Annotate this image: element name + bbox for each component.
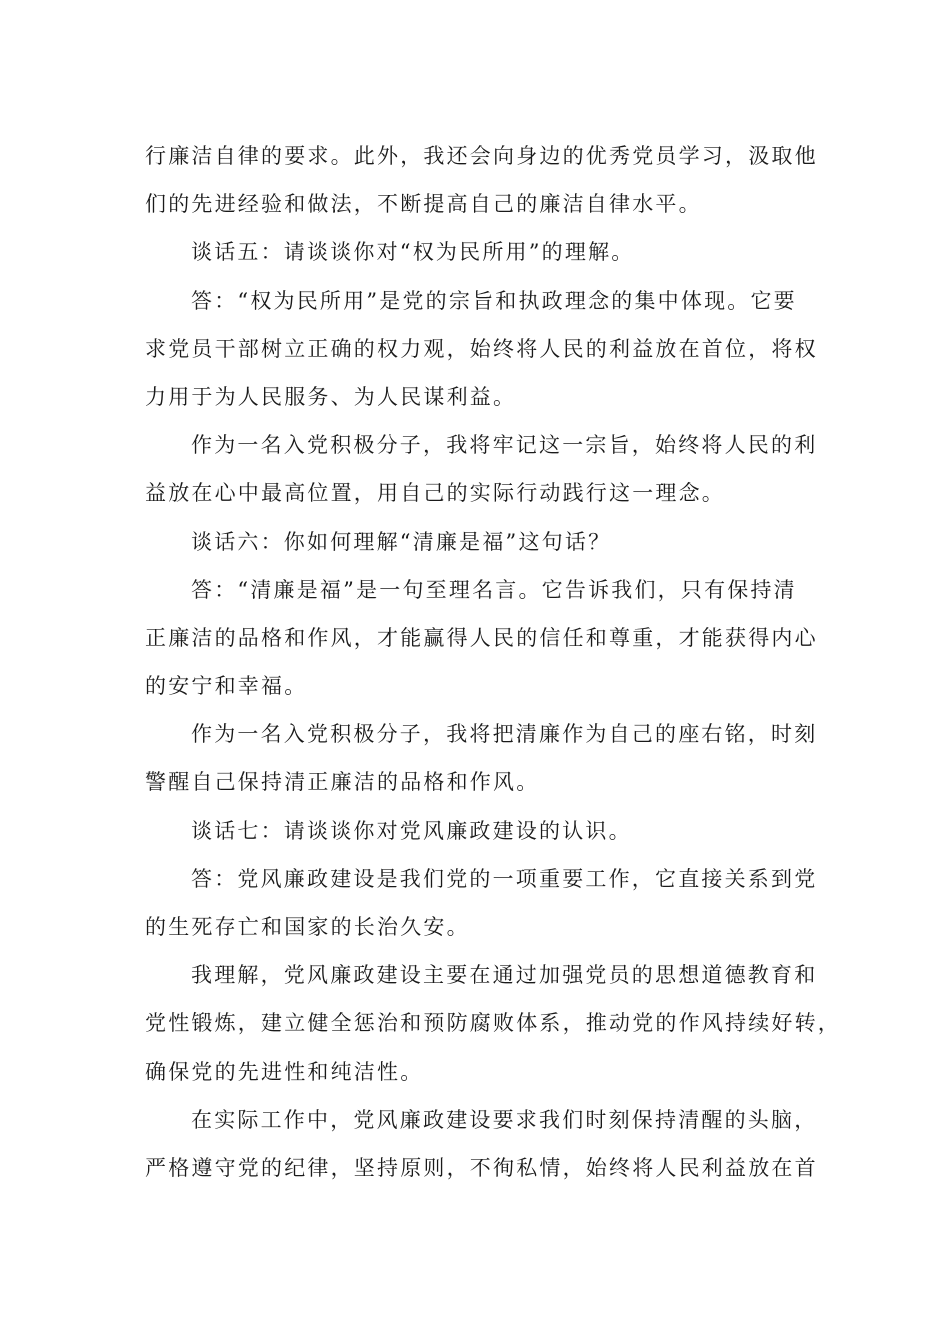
text-line: 警醒自己保持清正廉洁的品格和作风。 [145,770,540,795]
question-heading: 谈话五：请谈谈你对“权为民所用”的理解。 [191,240,635,265]
text-line: 在实际工作中，党风廉政建设要求我们时刻保持清醒的头脑， [191,1107,818,1132]
text-line: 党性锻炼，建立健全惩治和预防腐败体系，推动党的作风持续好转， [145,1011,841,1036]
text-line: 作为一名入党积极分子，我将把清廉作为自己的座右铭，时刻 [191,722,818,747]
text-line: 我理解，党风廉政建设主要在通过加强党员的思想道德教育和 [191,963,818,988]
answer-line: 答：“清廉是福”是一句至理名言。它告诉我们，只有保持清 [191,577,797,602]
text-line: 严格遵守党的纪律，坚持原则，不徇私情，始终将人民利益放在首 [145,1155,818,1180]
text-line: 们的先进经验和做法，不断提高自己的廉洁自律水平。 [145,192,702,217]
question-heading: 谈话七：请谈谈你对党风廉政建设的认识。 [191,818,632,843]
text-line: 求党员干部树立正确的权力观，始终将人民的利益放在首位，将权 [145,336,818,361]
text-line: 正廉洁的品格和作风，才能赢得人民的信任和尊重，才能获得内心 [145,625,818,650]
text-line: 的生死存亡和国家的长治久安。 [145,915,470,939]
text-line: 行廉洁自律的要求。此外，我还会向身边的优秀党员学习，汲取他 [145,144,818,168]
question-heading: 谈话六：你如何理解“清廉是福”这句话？ [191,529,612,554]
document-body [145,132,841,1192]
text-line: 作为一名入党积极分子，我将牢记这一宗旨，始终将人民的利 [191,433,818,458]
answer-line: 答：党风廉政建设是我们党的一项重要工作，它直接关系到党 [191,866,818,891]
text-line: 益放在心中最高位置，用自己的实际行动践行这一理念。 [145,481,725,506]
text-line: 的安宁和幸福。 [145,674,308,699]
answer-line: 答：“权为民所用”是党的宗旨和执政理念的集中体现。它要 [191,288,797,313]
text-line: 力用于为人民服务、为人民谋利益。 [145,384,517,409]
text-line: 确保党的先进性和纯洁性。 [145,1059,424,1084]
